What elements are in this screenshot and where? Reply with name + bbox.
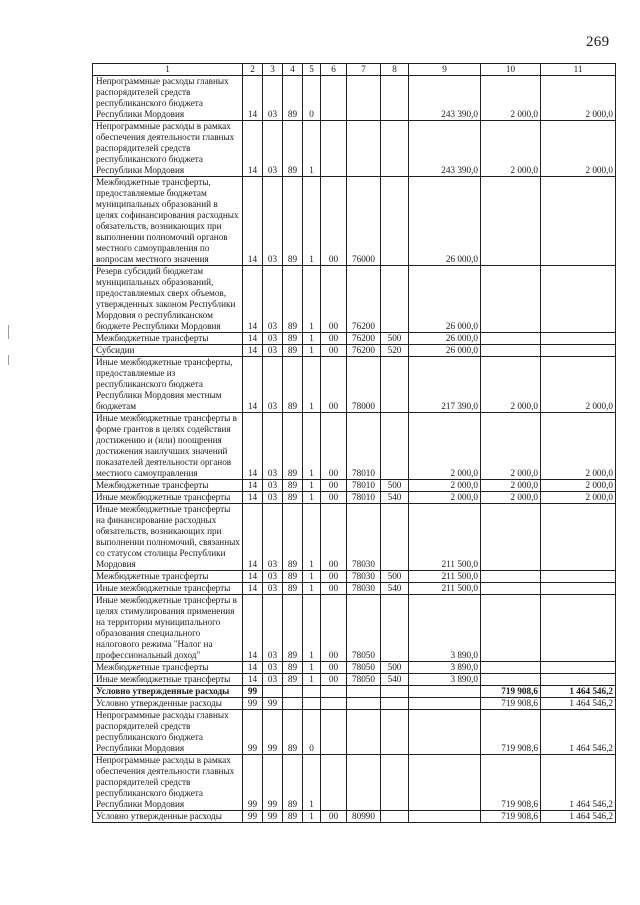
- amount-cell: 719 908,6: [481, 811, 541, 823]
- column-header: 10: [481, 64, 541, 76]
- code-cell: [381, 504, 409, 571]
- code-cell: 03: [263, 583, 283, 595]
- code-cell: 00: [321, 492, 347, 504]
- amount-cell: 243 390,0: [409, 76, 481, 121]
- code-cell: 14: [243, 595, 263, 662]
- expense-name-cell: Иные межбюджетные трансферты: [93, 674, 243, 686]
- code-cell: 03: [263, 177, 283, 266]
- amount-cell: [541, 177, 616, 266]
- code-cell: 1: [303, 662, 321, 674]
- code-cell: [347, 121, 381, 177]
- code-cell: 89: [283, 345, 303, 357]
- amount-cell: [541, 595, 616, 662]
- code-cell: 1: [303, 755, 321, 811]
- code-cell: 89: [283, 492, 303, 504]
- code-cell: 99: [263, 710, 283, 755]
- code-cell: [381, 595, 409, 662]
- code-cell: 78010: [347, 480, 381, 492]
- table-row: [93, 710, 616, 755]
- amount-cell: [409, 698, 481, 710]
- amount-cell: 2 000,0: [481, 357, 541, 413]
- amount-cell: [481, 333, 541, 345]
- code-cell: [381, 121, 409, 177]
- code-cell: 03: [263, 357, 283, 413]
- code-cell: 78030: [347, 583, 381, 595]
- code-cell: 78050: [347, 595, 381, 662]
- table-row: [93, 755, 616, 811]
- code-cell: 1: [303, 177, 321, 266]
- code-cell: 540: [381, 674, 409, 686]
- amount-cell: 26 000,0: [409, 177, 481, 266]
- code-cell: 1: [303, 492, 321, 504]
- code-cell: [283, 698, 303, 710]
- amount-cell: 243 390,0: [409, 121, 481, 177]
- amount-cell: 719 908,6: [481, 686, 541, 698]
- code-cell: [381, 811, 409, 823]
- expense-name-cell: Резерв субсидий бюджетам муниципальных образований, предоставляемых сверх объемов, утвержденных законом Республики Мордовия о республиканском бюджете Республики Мордовия: [93, 266, 243, 333]
- amount-cell: 211 500,0: [409, 571, 481, 583]
- code-cell: 1: [303, 504, 321, 571]
- amount-cell: [481, 583, 541, 595]
- code-cell: 520: [381, 345, 409, 357]
- amount-cell: 2 000,0: [541, 76, 616, 121]
- code-cell: 78010: [347, 492, 381, 504]
- amount-cell: 3 890,0: [409, 662, 481, 674]
- code-cell: 99: [243, 710, 263, 755]
- code-cell: 500: [381, 480, 409, 492]
- code-cell: 03: [263, 345, 283, 357]
- code-cell: 89: [283, 76, 303, 121]
- table-body: [93, 76, 616, 823]
- column-header: 6: [321, 64, 347, 76]
- code-cell: [303, 686, 321, 698]
- code-cell: 03: [263, 674, 283, 686]
- table-row: [93, 333, 616, 345]
- code-cell: 00: [321, 674, 347, 686]
- code-cell: 540: [381, 583, 409, 595]
- expense-name-cell: Межбюджетные трансферты: [93, 571, 243, 583]
- column-header: 8: [381, 64, 409, 76]
- code-cell: 78050: [347, 674, 381, 686]
- amount-cell: 719 908,6: [481, 698, 541, 710]
- code-cell: 89: [283, 413, 303, 480]
- code-cell: 03: [263, 571, 283, 583]
- amount-cell: [541, 333, 616, 345]
- amount-cell: 2 000,0: [541, 121, 616, 177]
- code-cell: 76200: [347, 333, 381, 345]
- amount-cell: 1 464 546,2: [541, 710, 616, 755]
- table-row: [93, 345, 616, 357]
- code-cell: 03: [263, 333, 283, 345]
- amount-cell: [541, 266, 616, 333]
- code-cell: 0: [303, 710, 321, 755]
- amount-cell: 2 000,0: [481, 121, 541, 177]
- code-cell: 76000: [347, 177, 381, 266]
- code-cell: [347, 76, 381, 121]
- code-cell: 89: [283, 504, 303, 571]
- code-cell: 14: [243, 266, 263, 333]
- amount-cell: 211 500,0: [409, 504, 481, 571]
- code-cell: 00: [321, 480, 347, 492]
- code-cell: [381, 710, 409, 755]
- code-cell: 89: [283, 266, 303, 333]
- amount-cell: 719 908,6: [481, 710, 541, 755]
- column-header: 1: [93, 64, 243, 76]
- code-cell: 03: [263, 266, 283, 333]
- expense-name-cell: Непрограммные расходы главных распорядителей средств республиканского бюджета Республики Мордовия: [93, 710, 243, 755]
- code-cell: 99: [263, 698, 283, 710]
- amount-cell: [409, 710, 481, 755]
- code-cell: 80990: [347, 811, 381, 823]
- code-cell: 1: [303, 121, 321, 177]
- amount-cell: 211 500,0: [409, 583, 481, 595]
- amount-cell: 1 464 546,2: [541, 698, 616, 710]
- code-cell: 1: [303, 811, 321, 823]
- code-cell: 00: [321, 583, 347, 595]
- amount-cell: 3 890,0: [409, 595, 481, 662]
- amount-cell: 2 000,0: [409, 480, 481, 492]
- column-header: 2: [243, 64, 263, 76]
- code-cell: [347, 686, 381, 698]
- code-cell: [381, 413, 409, 480]
- amount-cell: [481, 504, 541, 571]
- table-row: [93, 121, 616, 177]
- amount-cell: 1 464 546,2: [541, 755, 616, 811]
- amount-cell: [481, 571, 541, 583]
- code-cell: 03: [263, 413, 283, 480]
- code-cell: [321, 710, 347, 755]
- column-header: 4: [283, 64, 303, 76]
- expense-name-cell: Непрограммные расходы главных распорядителей средств республиканского бюджета Республики Мордовия: [93, 76, 243, 121]
- code-cell: 78050: [347, 662, 381, 674]
- code-cell: [321, 755, 347, 811]
- table-row: [93, 583, 616, 595]
- code-cell: 89: [283, 662, 303, 674]
- amount-cell: [541, 662, 616, 674]
- expense-name-cell: Межбюджетные трансферты: [93, 480, 243, 492]
- code-cell: 89: [283, 177, 303, 266]
- amount-cell: [481, 595, 541, 662]
- code-cell: 1: [303, 674, 321, 686]
- code-cell: 14: [243, 345, 263, 357]
- code-cell: [283, 686, 303, 698]
- expense-name-cell: Непрограммные расходы в рамках обеспечения деятельности главных распорядителей средств республиканского бюджета Республики Мордовия: [93, 121, 243, 177]
- expense-name-cell: Межбюджетные трансферты, предоставляемые бюджетам муниципальных образований в целях софинансирования расходных обязательств, возникающих при выполнении полномочий органов местного самоуправления по вопросам местного значения: [93, 177, 243, 266]
- amount-cell: [409, 686, 481, 698]
- amount-cell: [481, 674, 541, 686]
- code-cell: 500: [381, 571, 409, 583]
- code-cell: [347, 755, 381, 811]
- amount-cell: [481, 662, 541, 674]
- amount-cell: 2 000,0: [541, 413, 616, 480]
- code-cell: 0: [303, 76, 321, 121]
- code-cell: 03: [263, 595, 283, 662]
- table-row: [93, 595, 616, 662]
- code-cell: [381, 755, 409, 811]
- code-cell: 89: [283, 571, 303, 583]
- code-cell: 1: [303, 595, 321, 662]
- code-cell: [381, 686, 409, 698]
- code-cell: 14: [243, 76, 263, 121]
- scan-artifact-mark: [8, 325, 9, 339]
- column-header: 3: [263, 64, 283, 76]
- code-cell: 03: [263, 76, 283, 121]
- amount-cell: [409, 811, 481, 823]
- expense-name-cell: Непрограммные расходы в рамках обеспечения деятельности главных распорядителей средств республиканского бюджета Республики Мордовия: [93, 755, 243, 811]
- column-header: 7: [347, 64, 381, 76]
- code-cell: 1: [303, 345, 321, 357]
- table-row: [93, 413, 616, 480]
- amount-cell: 2 000,0: [481, 492, 541, 504]
- amount-cell: 1 464 546,2: [541, 811, 616, 823]
- expense-name-cell: Иные межбюджетные трансферты: [93, 583, 243, 595]
- code-cell: 89: [283, 480, 303, 492]
- table-row: [93, 662, 616, 674]
- code-cell: 1: [303, 266, 321, 333]
- code-cell: 14: [243, 413, 263, 480]
- table-row: [93, 76, 616, 121]
- code-cell: [381, 266, 409, 333]
- expense-name-cell: Условно утвержденные расходы: [93, 686, 243, 698]
- code-cell: 89: [283, 755, 303, 811]
- code-cell: 00: [321, 266, 347, 333]
- code-cell: 1: [303, 480, 321, 492]
- code-cell: 540: [381, 492, 409, 504]
- code-cell: [347, 710, 381, 755]
- code-cell: 1: [303, 357, 321, 413]
- code-cell: 99: [243, 811, 263, 823]
- code-cell: 14: [243, 583, 263, 595]
- code-cell: 14: [243, 674, 263, 686]
- amount-cell: 2 000,0: [409, 492, 481, 504]
- scan-artifact-mark: [8, 355, 9, 365]
- budget-table: [92, 63, 616, 823]
- code-cell: 78030: [347, 504, 381, 571]
- amount-cell: [481, 345, 541, 357]
- code-cell: 99: [243, 698, 263, 710]
- table-row: [93, 492, 616, 504]
- table-row: [93, 811, 616, 823]
- expense-name-cell: Субсидии: [93, 345, 243, 357]
- amount-cell: 26 000,0: [409, 266, 481, 333]
- amount-cell: [541, 504, 616, 571]
- code-cell: 76200: [347, 266, 381, 333]
- amount-cell: [481, 177, 541, 266]
- code-cell: 00: [321, 357, 347, 413]
- code-cell: 78000: [347, 357, 381, 413]
- code-cell: 89: [283, 583, 303, 595]
- amount-cell: 2 000,0: [481, 480, 541, 492]
- code-cell: [347, 698, 381, 710]
- code-cell: 99: [263, 811, 283, 823]
- expense-name-cell: Условно утвержденные расходы: [93, 698, 243, 710]
- table-row: [93, 480, 616, 492]
- code-cell: 89: [283, 595, 303, 662]
- code-cell: [321, 698, 347, 710]
- table-row: [93, 177, 616, 266]
- code-cell: 89: [283, 333, 303, 345]
- expense-name-cell: Межбюджетные трансферты: [93, 333, 243, 345]
- code-cell: 99: [263, 755, 283, 811]
- amount-cell: 2 000,0: [409, 413, 481, 480]
- code-cell: 00: [321, 333, 347, 345]
- code-cell: 00: [321, 177, 347, 266]
- code-cell: 14: [243, 357, 263, 413]
- code-cell: 89: [283, 357, 303, 413]
- table-header-row: [93, 64, 616, 76]
- code-cell: [321, 121, 347, 177]
- column-header: 9: [409, 64, 481, 76]
- amount-cell: [541, 345, 616, 357]
- code-cell: [381, 76, 409, 121]
- code-cell: 00: [321, 662, 347, 674]
- code-cell: 99: [243, 686, 263, 698]
- code-cell: 14: [243, 177, 263, 266]
- code-cell: 14: [243, 480, 263, 492]
- amount-cell: [541, 571, 616, 583]
- code-cell: [303, 698, 321, 710]
- amount-cell: 719 908,6: [481, 755, 541, 811]
- amount-cell: 2 000,0: [541, 480, 616, 492]
- code-cell: 00: [321, 595, 347, 662]
- code-cell: 89: [283, 710, 303, 755]
- code-cell: 03: [263, 662, 283, 674]
- table-row: [93, 686, 616, 698]
- amount-cell: 26 000,0: [409, 333, 481, 345]
- code-cell: 00: [321, 345, 347, 357]
- amount-cell: [541, 674, 616, 686]
- code-cell: 1: [303, 333, 321, 345]
- code-cell: 1: [303, 413, 321, 480]
- table-row: [93, 504, 616, 571]
- expense-name-cell: Межбюджетные трансферты: [93, 662, 243, 674]
- table-row: [93, 571, 616, 583]
- code-cell: 14: [243, 492, 263, 504]
- amount-cell: [409, 755, 481, 811]
- code-cell: 1: [303, 583, 321, 595]
- code-cell: [263, 686, 283, 698]
- expense-name-cell: Иные межбюджетные трансферты в целях стимулирования применения на территории муниципального образования специального налогового режима "Налог на профессиональный доход": [93, 595, 243, 662]
- code-cell: 00: [321, 571, 347, 583]
- code-cell: [381, 357, 409, 413]
- code-cell: 14: [243, 121, 263, 177]
- code-cell: 78030: [347, 571, 381, 583]
- code-cell: 03: [263, 492, 283, 504]
- code-cell: 500: [381, 333, 409, 345]
- code-cell: 89: [283, 674, 303, 686]
- table-row: [93, 357, 616, 413]
- code-cell: 00: [321, 413, 347, 480]
- code-cell: 76200: [347, 345, 381, 357]
- amount-cell: 217 390,0: [409, 357, 481, 413]
- amount-cell: 2 000,0: [481, 76, 541, 121]
- expense-name-cell: Иные межбюджетные трансферты, предоставляемые из республиканского бюджета Республики Мордовия местным бюджетам: [93, 357, 243, 413]
- code-cell: 89: [283, 121, 303, 177]
- code-cell: 14: [243, 333, 263, 345]
- code-cell: 00: [321, 504, 347, 571]
- code-cell: [321, 686, 347, 698]
- code-cell: 99: [243, 755, 263, 811]
- code-cell: [381, 177, 409, 266]
- code-cell: 14: [243, 504, 263, 571]
- expense-name-cell: Иные межбюджетные трансферты в форме грантов в целях содействия достижению и (или) поощрения достижения наилучших значений показателей деятельности органов местного самоуправления: [93, 413, 243, 480]
- amount-cell: [541, 583, 616, 595]
- code-cell: 03: [263, 121, 283, 177]
- expense-name-cell: Условно утвержденные расходы: [93, 811, 243, 823]
- amount-cell: 26 000,0: [409, 345, 481, 357]
- code-cell: 14: [243, 571, 263, 583]
- code-cell: 14: [243, 662, 263, 674]
- code-cell: 1: [303, 571, 321, 583]
- table-row: [93, 266, 616, 333]
- code-cell: 500: [381, 662, 409, 674]
- expense-name-cell: Иные межбюджетные трансферты на финансирование расходных обязательств, возникающих при выполнении полномочий, связанных со статусом столицы Республики Мордовия: [93, 504, 243, 571]
- code-cell: 78010: [347, 413, 381, 480]
- table-row: [93, 674, 616, 686]
- amount-cell: 2 000,0: [481, 413, 541, 480]
- amount-cell: 3 890,0: [409, 674, 481, 686]
- code-cell: 00: [321, 811, 347, 823]
- code-cell: [321, 76, 347, 121]
- column-header: 11: [541, 64, 616, 76]
- expense-name-cell: Иные межбюджетные трансферты: [93, 492, 243, 504]
- code-cell: 03: [263, 504, 283, 571]
- amount-cell: 1 464 546,2: [541, 686, 616, 698]
- code-cell: 89: [283, 811, 303, 823]
- code-cell: 03: [263, 480, 283, 492]
- amount-cell: 2 000,0: [541, 492, 616, 504]
- code-cell: [381, 698, 409, 710]
- amount-cell: [481, 266, 541, 333]
- page-number: 269: [586, 34, 610, 50]
- amount-cell: 2 000,0: [541, 357, 616, 413]
- column-header: 5: [303, 64, 321, 76]
- table-row: [93, 698, 616, 710]
